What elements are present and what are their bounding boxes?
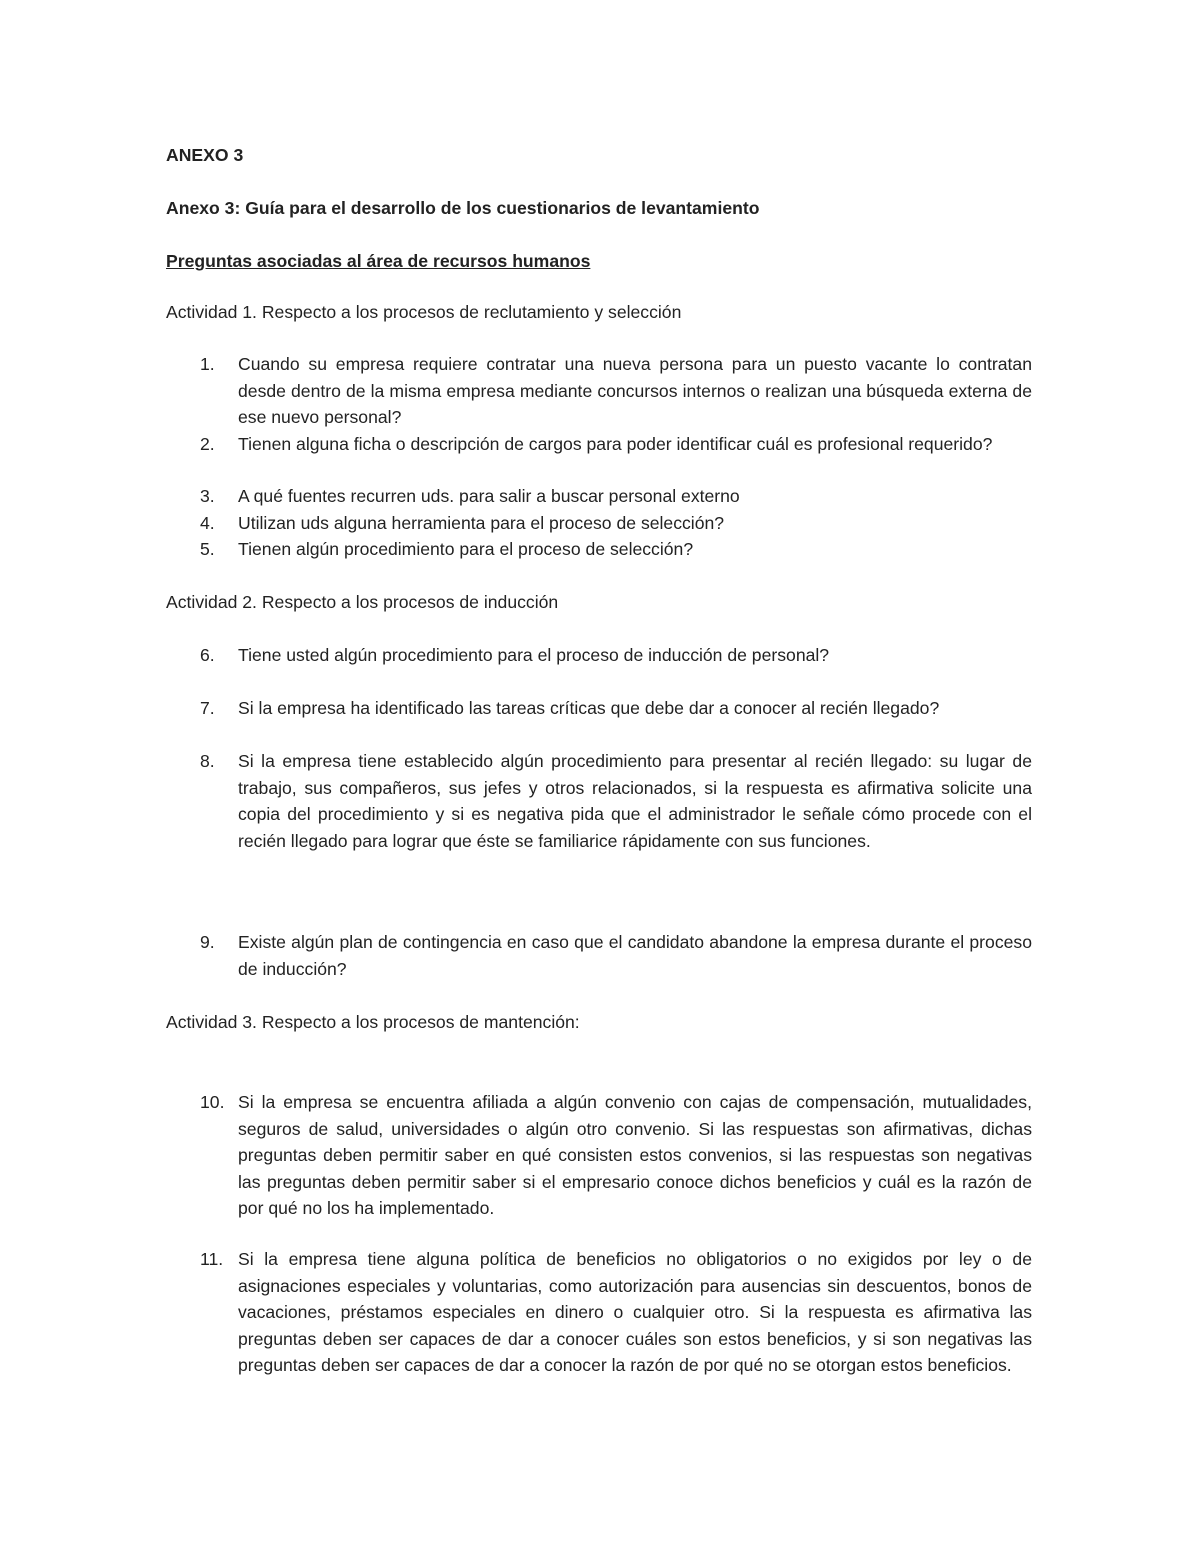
question-number: 10.: [200, 1092, 225, 1112]
question-number: 9.: [200, 932, 215, 952]
question-text: A qué fuentes recurren uds. para salir a buscar personal externo: [238, 486, 740, 506]
question-number: 2.: [200, 434, 215, 454]
activity-3-heading: Actividad 3. Respecto a los procesos de mantención:: [166, 1012, 580, 1032]
section-heading: Preguntas asociadas al área de recursos humanos: [166, 251, 591, 271]
activity-2-heading: Actividad 2. Respecto a los procesos de inducción: [166, 592, 559, 612]
annex-title: Anexo 3: Guía para el desarrollo de los cuestionarios de levantamiento: [166, 198, 760, 218]
question-text: Existe algún plan de contingencia en caso que el candidato abandone la empresa durante el proceso de inducción?: [238, 932, 1032, 979]
question-number: 7.: [200, 698, 215, 718]
activity-1-heading: Actividad 1. Respecto a los procesos de reclutamiento y selección: [166, 302, 682, 322]
question-text: Cuando su empresa requiere contratar una nueva persona para un puesto vacante lo contratan desde dentro de la misma empresa mediante concursos internos o realizan una búsqueda externa de ese nuevo personal?: [238, 354, 1032, 427]
question-number: 5.: [200, 539, 215, 559]
question-text: Tienen algún procedimiento para el proceso de selección?: [238, 539, 694, 559]
question-text: Tiene usted algún procedimiento para el proceso de inducción de personal?: [238, 645, 830, 665]
question-text: Si la empresa tiene establecido algún procedimiento para presentar al recién llegado: su lugar de trabajo, sus compañeros, sus jefes y otros relacionados, si la respuesta es afirmativa solicite una copia del procedimiento y si es negativa pida que el administrador le señale cómo procede con el recién llegado para lograr que éste se familiarice rápidamente con sus funciones.: [238, 751, 1032, 851]
question-number: 8.: [200, 751, 215, 771]
question-text: Si la empresa ha identificado las tareas críticas que debe dar a conocer al recién llegado?: [238, 698, 940, 718]
question-number: 11.: [200, 1249, 224, 1269]
question-text: Utilizan uds alguna herramienta para el proceso de selección?: [238, 513, 725, 533]
question-text: Si la empresa tiene alguna política de beneficios no obligatorios o no exigidos por ley o de asignaciones especiales y voluntarias, como autorización para ausencias sin descuentos, bonos de vacaciones, préstamos especiales en dinero o cualquier otro. Si la respuesta es afirmativa las preguntas deben ser capaces de dar a conocer cuáles son estos beneficios, y si son negativas las preguntas deben ser capaces de dar a conocer la razón de por qué no se otorgan estos beneficios.: [238, 1249, 1032, 1375]
question-number: 1.: [200, 354, 215, 374]
question-text: Tienen alguna ficha o descripción de cargos para poder identificar cuál es profesional requerido?: [238, 434, 993, 454]
question-text: Si la empresa se encuentra afiliada a algún convenio con cajas de compensación, mutualidades, seguros de salud, universidades o algún otro convenio. Si las respuestas son afirmativas, dichas preguntas deben permitir saber en qué consisten estos convenios, si las respuestas son negativas las preguntas deben permitir saber si el empresario conoce dichos beneficios y cuál es la razón de por qué no los ha implementado.: [238, 1092, 1032, 1218]
question-number: 4.: [200, 513, 215, 533]
question-number: 3.: [200, 486, 215, 506]
question-number: 6.: [200, 645, 215, 665]
annex-label: ANEXO 3: [166, 145, 244, 165]
